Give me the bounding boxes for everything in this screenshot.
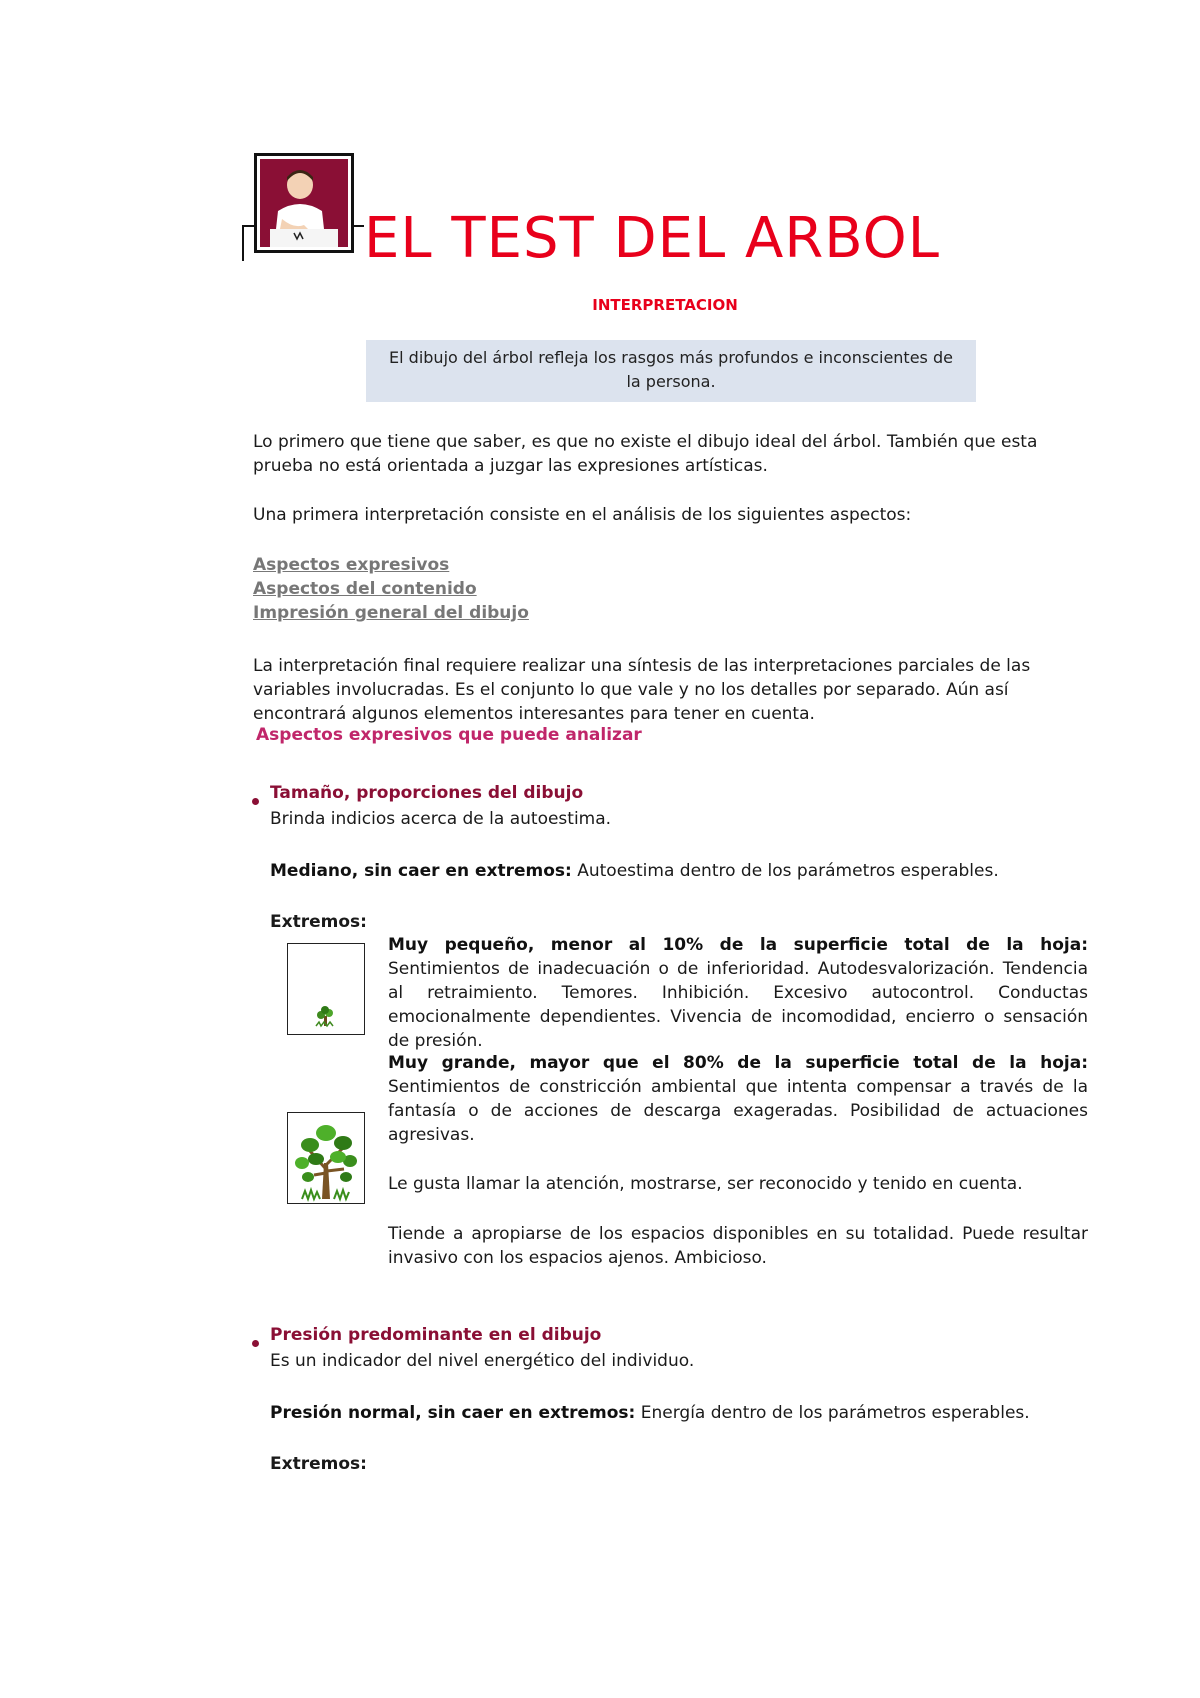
bullet-title-pressure: Presión predominante en el dibujo [270,1325,602,1345]
large-size-paragraph [388,1051,1088,1147]
small-size-paragraph [388,933,1088,1053]
header-frame-line [242,225,244,261]
small-tree-icon [288,944,364,1034]
small-tree-drawing [287,943,365,1035]
bullet-title-size: Tamaño, proporciones del dibujo [270,783,584,803]
bullet-desc-pressure: Es un indicador del nivel energético del individuo. [270,1351,695,1371]
intro-paragraph-2: Una primera interpretación consiste en el análisis de los siguientes aspectos: [253,505,912,525]
extremes-label-pressure: Extremos: [270,1454,367,1474]
callout-box: El dibujo del árbol refleja los rasgos más profundos e inconscientes de la persona. [366,340,976,402]
large-size-label: Muy grande, mayor que el 80% de la superficie total de la hoja: [388,1053,1088,1073]
small-size-label: Muy pequeño, menor al 10% de la superficie total de la hoja: [388,935,1088,955]
large-tree-drawing [287,1112,365,1204]
intro-paragraph-3: La interpretación final requiere realizar una síntesis de las interpretaciones parciales de las variables involucradas. Es el conjunto lo que vale y no los detalles por separado. Aún así encontrará algunos elementos interesantes para tener en cuenta. [253,656,1031,724]
extremes-label: Extremos: [270,912,367,932]
large-size-paragraph-3: Tiende a apropiarse de los espacios disponibles en su totalidad. Puede resultar invasivo con los espacios ajenos. Ambicioso. [388,1224,1088,1268]
link-impresion-general[interactable]: Impresión general del dibujo [253,603,529,623]
medium-size-label: Mediano, sin caer en extremos: [270,861,572,881]
normal-pressure-label: Presión normal, sin caer en extremos: [270,1403,636,1423]
page-title: EL TEST DEL ARBOL [364,206,940,271]
normal-pressure-text: Energía dentro de los parámetros esperables. [635,1403,1030,1423]
section-heading: Aspectos expresivos que puede analizar [256,725,642,745]
bullet-desc-size: Brinda indicios acerca de la autoestima. [270,809,612,829]
bullet-icon [252,1340,259,1347]
person-drawing-logo [254,153,354,253]
large-tree-icon [288,1113,364,1203]
large-size-text: Sentimientos de constricción ambiental que intenta compensar a través de la fantasía o de acciones de descarga exageradas. Posibilidad de actuaciones agresivas. [388,1077,1088,1145]
intro-paragraph-1: Lo primero que tiene que saber, es que no existe el dibujo ideal del árbol. También que esta prueba no está orientada a juzgar las expresiones artísticas. [253,432,1038,476]
normal-pressure-line [270,1401,1030,1425]
medium-size-text: Autoestima dentro de los parámetros esperables. [571,861,999,881]
link-aspectos-expresivos[interactable]: Aspectos expresivos [253,555,450,575]
medium-size-line [270,859,999,883]
person-drawing-icon [260,159,348,247]
large-size-paragraph-2: Le gusta llamar la atención, mostrarse, ser reconocido y tenido en cuenta. [388,1174,1023,1194]
link-aspectos-contenido[interactable]: Aspectos del contenido [253,579,477,599]
small-size-text: Sentimientos de inadecuación o de inferioridad. Autodesvalorización. Tendencia al retraimiento. Temores. Inhibición. Excesivo autocontrol. Conductas emocionalmente dependientes. Vivencia de incomodidad, encierro o sensación de presión. [388,959,1088,1051]
page-subtitle: INTERPRETACION [592,296,738,314]
bullet-icon [252,798,259,805]
